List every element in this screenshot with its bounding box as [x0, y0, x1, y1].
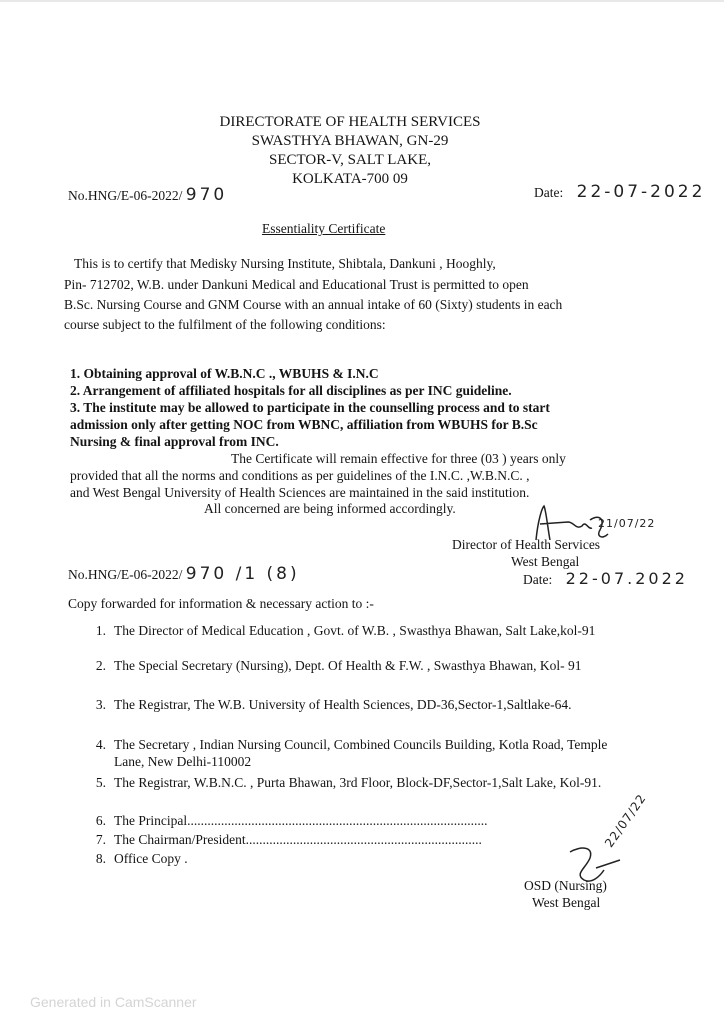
director-title: Director of Health Services: [452, 537, 601, 552]
memo-number: [68, 187, 227, 204]
list-item: [84, 774, 614, 810]
list-item-number: 7.: [95, 832, 106, 847]
header-line-2: SWASTHYA BHAWAN, GN-29: [251, 133, 449, 149]
list-item-number: 6.: [95, 813, 106, 828]
osd-title: OSD (Nursing): [524, 878, 607, 893]
director-date-handwritten: 22-07.2022: [565, 569, 688, 588]
copy-forward-line: Copy forwarded for information & necessary action to :-: [68, 596, 374, 611]
list-item: [84, 831, 614, 849]
condition-3-line-1: 3. The institute may be allowed to participate in the counselling process and to start: [70, 400, 550, 415]
header-line-3: SECTOR-V, SALT LAKE,: [269, 152, 431, 168]
condition-3-line-3: Nursing & final approval from INC.: [70, 434, 279, 449]
list-item-text: The Director of Medical Education , Govt. of W.B. , Swasthya Bhawan, Salt Lake,kol-91: [114, 623, 596, 638]
memo-number-handwritten: 970: [185, 185, 228, 205]
list-item-text: The Secretary , Indian Nursing Council, Combined Councils Building, Kotla Road, Temple Lane, New Delhi-110002: [114, 737, 608, 769]
list-item-text: Office Copy .: [114, 851, 188, 866]
list-item: [84, 850, 614, 868]
list-item: [84, 812, 614, 830]
director-place: West Bengal: [511, 554, 580, 569]
validity-line-2: provided that all the norms and conditions as per guidelines of the I.N.C. ,W.B.N.C. ,: [70, 468, 530, 483]
scanner-watermark: Generated in CamScanner: [30, 994, 197, 1010]
validity-line-4: All concerned are being informed accordingly.: [204, 501, 456, 516]
condition-3-line-2: admission only after getting NOC from WBNC, affiliation from WBUHS for B.Sc: [70, 417, 538, 432]
intro-line-1: This is to certify that Medisky Nursing Institute, Shibtala, Dankuni , Hooghly,: [74, 256, 496, 271]
memo-date: [534, 184, 705, 201]
list-item-number: 3.: [95, 697, 106, 712]
list-item-number: 8.: [95, 851, 106, 866]
copy-memo-number-printed: No.HNG/E-06-2022/: [68, 567, 183, 582]
intro-line-4: course subject to the fulfilment of the following conditions:: [64, 317, 386, 332]
list-item-text: The Special Secretary (Nursing), Dept. Of Health & F.W. , Swasthya Bhawan, Kol- 91: [114, 658, 582, 673]
scan-edge: [0, 0, 724, 2]
list-item-text: The Principal.........................................................................................: [114, 813, 488, 828]
intro-line-3: B.Sc. Nursing Course and GNM Course with an annual intake of 60 (Sixty) students in each: [64, 297, 563, 312]
list-item-text: The Registrar, W.B.N.C. , Purta Bhawan, 3rd Floor, Block-DF,Sector-1,Salt Lake, Kol-91.: [114, 775, 602, 790]
list-item-number: 4.: [95, 737, 106, 752]
list-item: [84, 622, 614, 658]
director-date: [523, 571, 688, 588]
list-item: [84, 657, 614, 693]
certificate-title: Essentiality Certificate: [262, 221, 386, 236]
copy-memo-number: [68, 566, 300, 583]
list-item-number: 2.: [95, 658, 106, 673]
list-item: [84, 696, 614, 732]
copy-memo-number-handwritten: 970 /1 (8): [185, 564, 300, 584]
header-line-1: DIRECTORATE OF HEALTH SERVICES: [219, 114, 481, 130]
validity-line-1: The Certificate will remain effective for three (03 ) years only: [231, 451, 566, 466]
memo-number-printed: No.HNG/E-06-2022/: [68, 188, 183, 203]
intro-line-2: Pin- 712702, W.B. under Dankuni Medical and Educational Trust is permitted to open: [64, 277, 529, 292]
osd-place: West Bengal: [532, 895, 601, 910]
header-line-4: KOLKATA-700 09: [292, 171, 408, 187]
memo-date-label: Date:: [534, 185, 564, 200]
list-item-number: 5.: [95, 775, 106, 790]
osd-signature-date: 22/07/22: [602, 791, 649, 851]
condition-1: 1. Obtaining approval of W.B.N.C ., WBUHS & I.N.C: [70, 366, 379, 381]
list-item-number: 1.: [95, 623, 106, 638]
validity-line-3: and West Bengal University of Health Sciences are maintained in the said institution.: [70, 485, 530, 500]
director-signature-date: 21/07/22: [598, 517, 656, 530]
director-date-label: Date:: [523, 572, 553, 587]
list-item-text: The Registrar, The W.B. University of Health Sciences, DD-36,Sector-1,Saltlake-64.: [114, 697, 572, 712]
condition-2: 2. Arrangement of affiliated hospitals for all disciplines as per INC guideline.: [70, 383, 512, 398]
list-item: [84, 736, 614, 772]
memo-date-handwritten: 22-07-2022: [576, 182, 706, 202]
list-item-text: The Chairman/President......................................................................: [114, 832, 482, 847]
